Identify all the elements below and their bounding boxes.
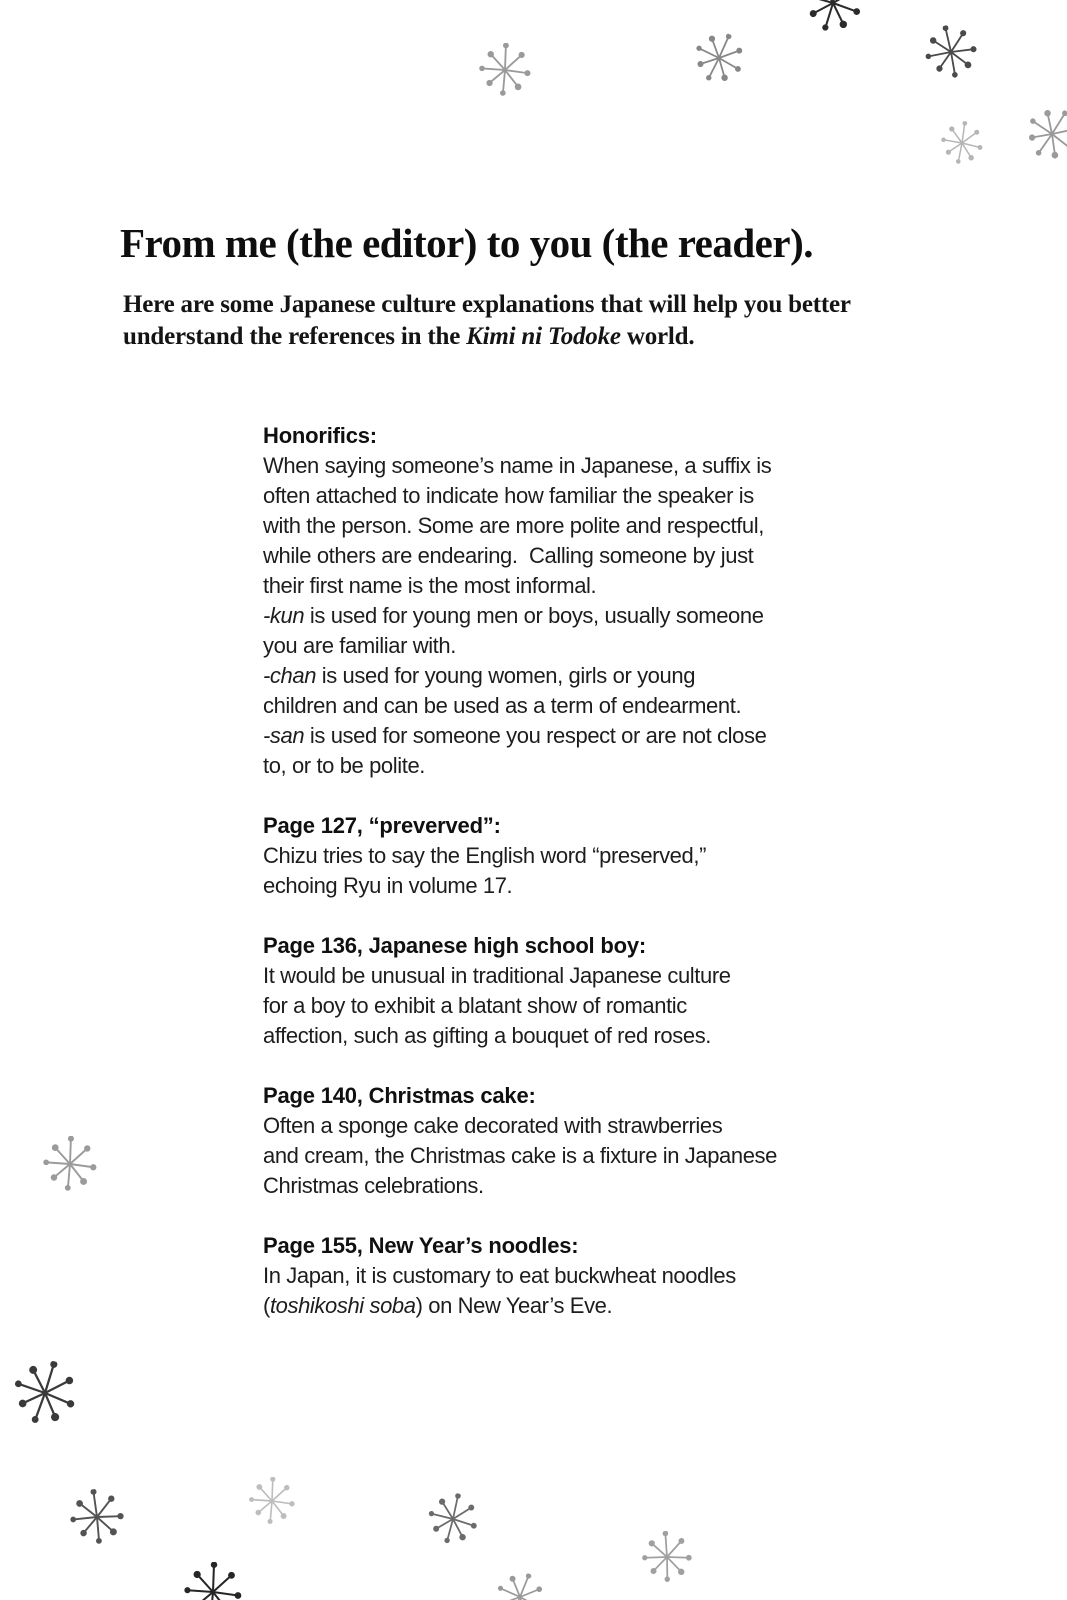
text-run: Chizu tries to say the English word “preserved,” (263, 843, 706, 868)
text-run: ( (263, 1293, 270, 1318)
snowflake-icon (1015, 97, 1067, 171)
section-heading: Page 140, Christmas cake: (263, 1083, 536, 1108)
text-run: understand the references in the (123, 323, 467, 350)
snowflake-icon (423, 1489, 483, 1549)
page-title: From me (the editor) to you (the reader). (120, 220, 813, 266)
body-line (263, 961, 863, 991)
note-section (263, 1231, 863, 1321)
page-subtitle (123, 289, 851, 353)
note-section (263, 1081, 863, 1201)
body-line (263, 691, 863, 721)
text-run: world. (620, 323, 695, 350)
body-line (263, 1261, 863, 1291)
subtitle-line (123, 321, 851, 353)
text-run: echoing Ryu in volume 17. (263, 873, 513, 898)
snowflake-icon (248, 1477, 296, 1525)
text-run: affection, such as gifting a bouquet of red roses. (263, 1023, 712, 1048)
text-run: In Japan, it is customary to eat buckwheat noodles (263, 1263, 736, 1288)
note-section (263, 931, 863, 1051)
body-line (263, 601, 863, 631)
text-run: while others are endearing. Calling someone by just (263, 543, 754, 568)
text-run: is used for young men or boys, usually someone (304, 603, 764, 628)
subtitle-line (123, 289, 851, 321)
text-run: their first name is the most informal. (263, 573, 597, 598)
body-line (263, 631, 863, 661)
text-run: Often a sponge cake decorated with strawberries (263, 1113, 723, 1138)
text-run: and cream, the Christmas cake is a fixture in Japanese (263, 1143, 777, 1168)
text-run: Here are some Japanese culture explanations that will help you better (123, 291, 851, 318)
body-line (263, 541, 863, 571)
body-line (263, 571, 863, 601)
text-run: When saying someone’s name in Japanese, a suffix is (263, 453, 772, 478)
text-run: children and can be used as a term of endearment. (263, 693, 742, 718)
snowflake-icon (5, 1353, 86, 1434)
body-line (263, 481, 863, 511)
snowflake-icon (42, 1136, 98, 1192)
italic-text: -san (263, 723, 305, 748)
section-heading: Page 155, New Year’s noodles: (263, 1233, 579, 1258)
note-section (263, 811, 863, 901)
text-run: It would be unusual in traditional Japanese culture (263, 963, 731, 988)
text-run: for a boy to exhibit a blatant show of romantic (263, 993, 687, 1018)
italic-text: -kun (263, 603, 305, 628)
body-line (263, 1141, 863, 1171)
body-line (263, 661, 863, 691)
text-run: to, or to be polite. (263, 753, 425, 778)
body-line (263, 1111, 863, 1141)
section-heading: Page 136, Japanese high school boy: (263, 933, 647, 958)
note-section (263, 421, 863, 781)
text-run: you are familiar with. (263, 633, 456, 658)
snowflake-icon (65, 1485, 130, 1550)
snowflake-icon (488, 1565, 552, 1600)
text-run: is used for young women, girls or young (316, 663, 696, 688)
body-line (263, 511, 863, 541)
snowflake-icon (638, 1528, 695, 1585)
body-line (263, 1021, 863, 1051)
body-line (263, 721, 863, 751)
text-run: is used for someone you respect or are not close (304, 723, 767, 748)
italic-text: -chan (263, 663, 317, 688)
body-line (263, 991, 863, 1021)
text-run: Christmas celebrations. (263, 1173, 484, 1198)
body-line (263, 451, 863, 481)
body-line (263, 1291, 863, 1321)
section-heading: Page 127, “preverved”: (263, 813, 501, 838)
snowflake-icon (478, 43, 532, 97)
snowflake-icon (938, 119, 986, 167)
body-line (263, 841, 863, 871)
body-line (263, 751, 863, 781)
snowflake-icon (918, 19, 984, 85)
body-line (263, 871, 863, 901)
snowflake-icon (685, 24, 753, 92)
snowflake-icon (183, 1562, 243, 1600)
snowflake-icon (797, 0, 868, 39)
body-line (263, 1171, 863, 1201)
italic-text: Kimi ni Todoke (466, 323, 621, 350)
text-run: ) on New Year’s Eve. (415, 1293, 613, 1318)
text-run: with the person. Some are more polite and respectful, (263, 513, 764, 538)
section-heading: Honorifics: (263, 423, 377, 448)
notes-column (263, 421, 863, 1321)
text-run: often attached to indicate how familiar the speaker is (263, 483, 754, 508)
italic-text: toshikoshi soba (269, 1293, 416, 1318)
